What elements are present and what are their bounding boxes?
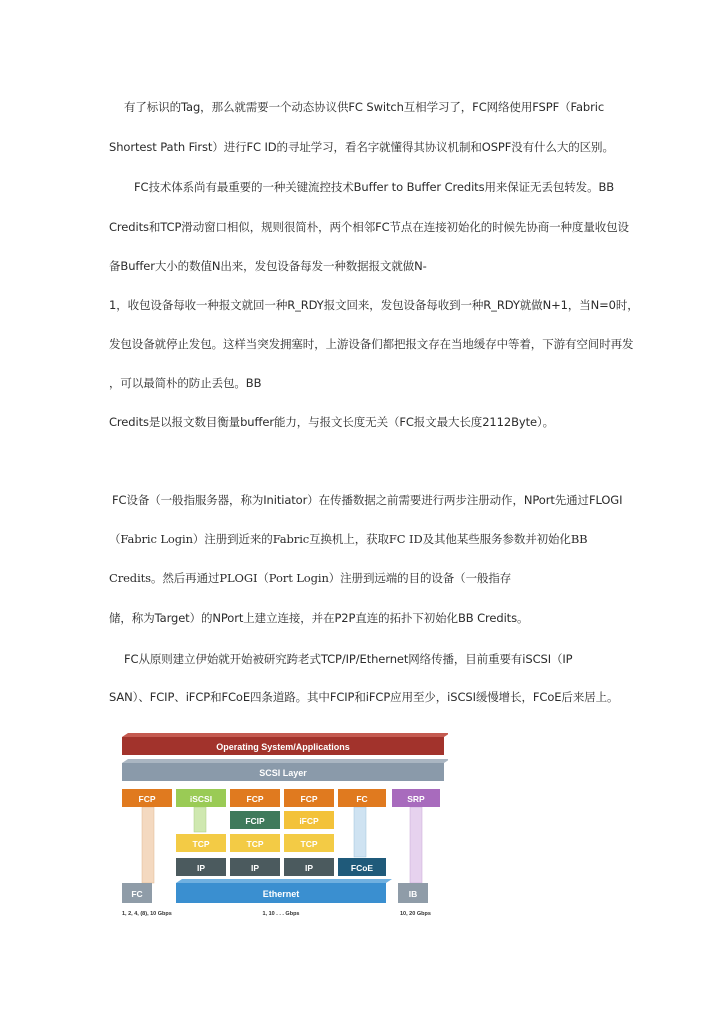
paragraph-line: Credits是以报文数目衡量buffer能力，与报文长度无关（FC报文最大长度2112Byte）。 [109, 415, 555, 429]
ip-label: IP [196, 863, 206, 873]
paragraph-line: ，可以最简朴的防止丢包。BB [109, 376, 262, 390]
paragraph-line: Credits。然后再通过PLOGI（Port Login）注册到远端的目的设备（一般指存 [109, 571, 512, 585]
protocol-label: SRP [407, 794, 425, 804]
tcp-label: TCP [300, 839, 318, 849]
paragraph-line: 1，收包设备每收一种报文就回一种R_RDY报文回来，发包设备每收到一种R_RDY就做N+1，当N=0时， [109, 298, 639, 312]
tcp-label: TCP [192, 839, 210, 849]
scsi-layer-label: SCSI Layer [259, 768, 307, 778]
os-layer-label: Operating System/Applications [216, 742, 350, 752]
ib-label: IB [408, 889, 418, 899]
paragraph-line: 有了标识的Tag，那么就需要一个动态协议供FC Switch互相学习了，FC网络使用FSPF（Fabric [124, 100, 605, 114]
ip-label: IP [250, 863, 260, 873]
ethernet-label: Ethernet [262, 889, 300, 899]
paragraph-line: FC从原则建立伊始就开始被研究跨老式TCP/IP/Ethernet网络传播，目前重要有iSCSI（IP [124, 652, 573, 666]
paragraph-line: Credits和TCP滑动窗口相似，规则很简朴，两个相邻FC节点在连接初始化的时候先协商一种度量收包设 [109, 220, 629, 234]
speed-label-ib: 10, 20 Gbps [400, 911, 431, 917]
paragraph-line: SAN）、FCIP、iFCP和FCoE四条道路。其中FCIP和iFCP应用至少，iSCSI缓慢增长，FCoE后来居上。 [109, 690, 619, 704]
paragraph-line: 发包设备就停止发包。这样当突发拥塞时，上游设备们都把报文存在当地缓存中等着，下游有空间时再发 [109, 337, 634, 351]
protocol-label: iSCSI [189, 794, 213, 804]
paragraph-line: FC技术体系尚有最重要的一种关键流控技术Buffer to Buffer Credits用来保证无丢包转发。BB [134, 180, 615, 194]
protocol-label: FCP [300, 794, 318, 804]
protocol-label: FCP [138, 794, 156, 804]
protocol-label: FC [356, 794, 368, 804]
paragraph-line: （Fabric Login）注册到近来的Fabric互换机上，获取FC ID及其他某些服务参数并初始化BB [109, 532, 588, 546]
protocol-label: FCP [246, 794, 264, 804]
fcip-label: FCIP [245, 816, 265, 826]
paragraph-line: Shortest Path First）进行FC ID的寻址学习，看名字就懂得其协议机制和OSPF没有什么大的区别。 [109, 140, 614, 154]
paragraph-line: FC设备（一般指服务器，称为Initiator）在传播数据之前需要进行两步注册动作，NPort先通过FLOGI [112, 493, 623, 507]
paragraph-line: 储，称为Target）的NPort上建立连接，并在P2P直连的拓扑下初始化BB Credits。 [109, 611, 529, 625]
speed-label-ethernet: 1, 10 . . . Gbps [262, 911, 300, 917]
fcoe-label: FCoE [350, 863, 374, 873]
speed-label-fc: 1, 2, 4, (8), 10 Gbps [122, 911, 172, 917]
fc-label: FC [131, 889, 143, 899]
tcp-label: TCP [246, 839, 264, 849]
fc-protocol-stack-diagram [118, 731, 448, 921]
ip-label: IP [304, 863, 314, 873]
paragraph-line: 备Buffer大小的数值N出来，发包设备每发一种数据报文就做N- [109, 259, 427, 273]
ifcp-label: iFCP [299, 816, 319, 826]
